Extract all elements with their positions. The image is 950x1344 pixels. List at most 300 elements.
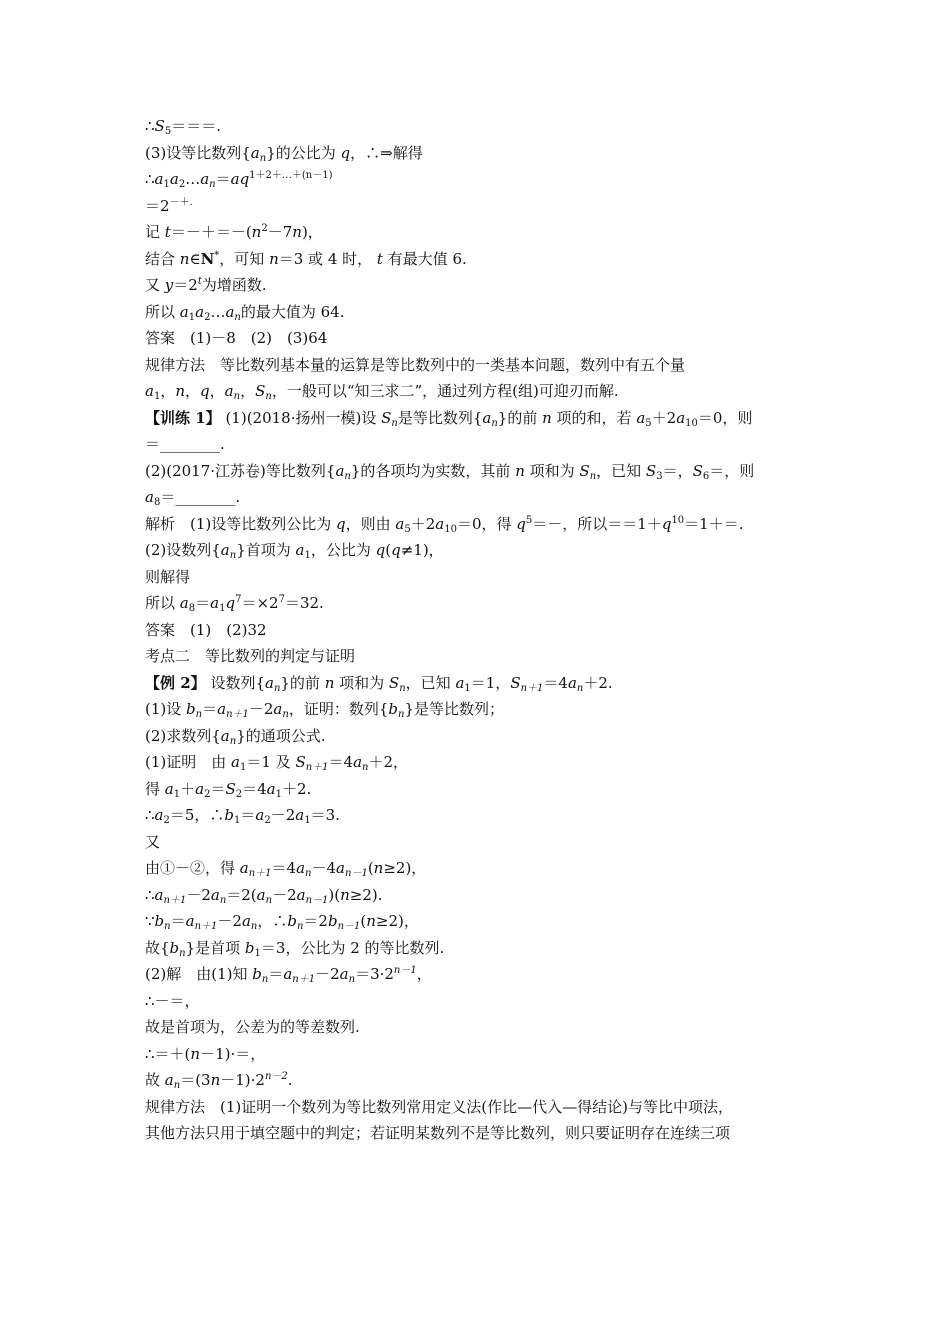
text-run: 规律方法 等比数列基本量的运算是等比数列中的一类基本问题，数列中有五个量 — [145, 355, 686, 374]
text-run: ( — [367, 859, 374, 877]
text-run: ≥2)， — [383, 859, 427, 877]
text-run: ，证明：数列{ — [288, 700, 389, 718]
text-run: a — [435, 514, 445, 533]
text-line — [145, 113, 810, 140]
text-run: 故{ — [145, 938, 170, 957]
text-line — [145, 670, 810, 697]
text-run: ( — [360, 912, 367, 930]
text-run: ＝ — [240, 806, 256, 824]
text-run: n — [324, 673, 335, 692]
subscript: n — [179, 947, 186, 959]
text-run: (3)设等比数列{ — [145, 143, 251, 162]
text-run: ，一般可以“知三求二”，通过列方程(组)可迎刃而解. — [271, 382, 619, 400]
text-line — [145, 988, 810, 1015]
text-run: －2 — [270, 806, 296, 824]
subscript: n＋1 — [292, 974, 316, 985]
text-run: (1)(2018·扬州一模)设 — [220, 408, 382, 427]
text-run: ＝－＋＝－( — [170, 223, 252, 241]
text-line — [145, 378, 810, 405]
text-run: n — [190, 1044, 201, 1063]
subscript: n — [491, 417, 498, 429]
text-run: a — [241, 912, 251, 930]
subscript: 1 — [304, 550, 311, 561]
text-run: }的各项均为实数，其前 — [350, 461, 516, 480]
superscript: 7 — [278, 594, 285, 605]
text-run: a — [273, 700, 283, 718]
text-run: ( — [385, 541, 392, 559]
text-run: －2 — [315, 965, 340, 983]
text-run: 解析 (1)设等比数列公比为 — [145, 514, 337, 533]
text-run: a — [195, 779, 205, 798]
text-line — [145, 272, 810, 299]
text-line — [145, 484, 810, 511]
text-run: －2 — [272, 885, 297, 904]
text-run: ＝，则 — [709, 461, 755, 480]
text-run: … — [185, 170, 201, 188]
text-line — [145, 511, 810, 538]
text-run: b — [186, 700, 196, 718]
text-run: n — [179, 249, 190, 268]
text-run: a — [256, 885, 266, 904]
document-body — [145, 113, 810, 1147]
subscript: 3 — [656, 470, 663, 482]
subscript: n－1 — [305, 894, 329, 906]
text-run: a — [336, 859, 345, 877]
subscript: n — [229, 550, 237, 561]
text-run: ＝________. — [145, 435, 225, 453]
text-run: ＝3. — [310, 806, 340, 824]
text-run: b — [224, 806, 235, 824]
text-run: ，已知 — [596, 461, 646, 480]
text-run: n — [366, 912, 376, 930]
text-line — [145, 961, 810, 988]
subscript: 2 — [204, 788, 211, 800]
text-run: ＝ — [202, 700, 218, 718]
text-run: ＝ — [268, 965, 284, 983]
text-run: ＝1 及 — [246, 753, 296, 771]
text-run: y — [164, 276, 174, 294]
text-run: ＝ — [170, 912, 186, 930]
subscript: n－1 — [345, 868, 368, 879]
text-run: ＝4 — [271, 859, 297, 877]
text-run: (1)证明 由 — [145, 753, 232, 771]
text-run: ＝ — [195, 594, 211, 612]
text-run: 结合 — [145, 249, 180, 268]
text-run: a — [335, 461, 345, 480]
superscript: 2 — [261, 223, 268, 234]
text-run: a — [145, 382, 154, 400]
text-run: n — [542, 408, 552, 427]
subscript: n＋1 — [305, 762, 329, 773]
text-run: a — [455, 673, 465, 692]
text-line — [145, 935, 810, 962]
text-run: }是首项 — [185, 938, 245, 957]
text-run: ＋ — [180, 779, 196, 798]
text-run: a — [210, 885, 220, 904]
subscript: n — [344, 470, 351, 482]
text-run: a — [395, 514, 405, 533]
text-run: ＝， — [662, 461, 693, 480]
subscript: 1 — [275, 788, 282, 800]
text-run: a — [169, 170, 179, 188]
text-run: a — [266, 779, 276, 798]
text-run: S — [295, 753, 306, 771]
text-run: ＝1， — [470, 673, 511, 692]
subscript: n — [348, 974, 356, 985]
text-run: (1)设 — [145, 700, 187, 718]
subscript: n — [261, 974, 269, 985]
text-run: ，已知 — [405, 673, 456, 692]
text-run: q — [375, 541, 386, 559]
text-run: 记 — [145, 223, 165, 241]
text-run: a — [231, 753, 240, 771]
text-run: ＝2 — [145, 196, 170, 215]
text-run: q — [336, 514, 346, 533]
text-run: －4 — [311, 859, 337, 877]
text-run: ＝2 — [173, 276, 198, 294]
text-run: q — [661, 514, 672, 533]
text-line — [145, 1067, 810, 1094]
text-run: a — [482, 408, 492, 427]
text-run: ＝4 — [543, 673, 568, 692]
text-run: a — [179, 302, 189, 321]
text-run: 为增函数. — [201, 276, 267, 294]
subscript: 10 — [685, 417, 698, 429]
text-run: (2)解 由(1)知 — [145, 965, 253, 983]
text-run: }的前 — [280, 673, 325, 692]
superscript: 7 — [235, 594, 242, 605]
text-run: S — [510, 673, 521, 692]
text-run: a — [255, 806, 265, 824]
subscript: 5 — [164, 126, 172, 137]
text-run: a — [210, 594, 220, 612]
subscript: 1 — [188, 311, 196, 323]
text-run: q — [516, 514, 526, 533]
text-run: ∴ — [145, 170, 155, 188]
text-run: ＝2( — [226, 885, 257, 904]
text-run: ＝3·2 — [355, 965, 394, 983]
subscript: n — [589, 470, 597, 482]
text-line — [145, 643, 810, 670]
subscript: n — [391, 417, 398, 429]
text-run: ∴ — [145, 806, 155, 824]
text-run: n — [251, 223, 262, 241]
text-line — [145, 219, 810, 246]
subscript: 1 — [153, 391, 161, 402]
subscript: n — [229, 735, 237, 747]
text-run: 规律方法 (1)证明一个数列为等比数列常用定义法(作比—代入—得结论)与等比中项法， — [145, 1097, 733, 1116]
text-run: 【训练 1】 — [145, 408, 221, 427]
text-run: ＝2 — [303, 912, 328, 930]
text-line — [145, 617, 810, 644]
text-run: n — [175, 382, 186, 400]
text-run: (2)求数列{ — [145, 726, 221, 745]
text-line — [145, 1094, 810, 1121]
text-run: ＋2. — [282, 779, 312, 798]
text-run: ＋2 — [410, 514, 436, 533]
subscript: n－1 — [337, 921, 361, 932]
text-run: a — [339, 965, 349, 983]
subscript: n＋1 — [163, 894, 187, 906]
text-run: 又 — [145, 832, 161, 851]
text-run: b — [169, 938, 180, 957]
text-run: a — [353, 753, 363, 771]
text-run: a — [224, 382, 234, 400]
text-run: ， — [160, 382, 176, 400]
text-run: a — [250, 143, 260, 162]
text-run: b — [244, 938, 255, 957]
text-run: 项和为 — [524, 461, 580, 480]
text-run: a — [239, 859, 249, 877]
subscript: n — [296, 921, 304, 932]
superscript: 1＋2＋…＋(n－1) — [249, 170, 333, 181]
text-run: N — [200, 249, 215, 268]
text-run: ， — [209, 382, 225, 400]
text-run: n — [292, 223, 302, 241]
text-run: ＝×2 — [241, 594, 279, 612]
text-run: }的前 — [497, 408, 543, 427]
text-run: ＝－，所以＝＝1＋ — [532, 514, 662, 533]
text-run: ＝ — [215, 170, 231, 188]
text-run: 的最大值为 64. — [240, 302, 345, 321]
subscript: n — [164, 921, 171, 932]
text-run: ∴＝＋( — [145, 1044, 191, 1063]
subscript: n — [397, 709, 405, 720]
text-line — [145, 1120, 810, 1147]
text-run: ＝0，得 — [456, 514, 517, 533]
text-line — [145, 140, 810, 167]
text-run: 考点二 等比数列的判定与证明 — [145, 647, 356, 665]
text-run: (2)(2017·江苏卷)等比数列{ — [145, 461, 336, 480]
text-run: ＝4 — [328, 753, 354, 771]
text-run: a — [154, 806, 164, 824]
text-run: ＝0，则 — [697, 408, 753, 427]
text-run: ∈ — [189, 249, 201, 268]
superscript: t — [197, 276, 202, 287]
text-run: a — [283, 965, 293, 983]
subscript: 1 — [173, 788, 181, 800]
text-run: a — [295, 806, 305, 824]
text-run: ＋2. — [583, 673, 613, 692]
text-line — [145, 829, 810, 856]
text-run: q — [225, 594, 236, 612]
text-run: S — [381, 408, 392, 427]
text-run: 故 — [145, 1071, 165, 1089]
text-run: q — [391, 541, 401, 559]
text-run: －2 — [248, 700, 274, 718]
text-run: a — [195, 302, 205, 321]
subscript: n＋1 — [226, 709, 249, 720]
text-run: b — [287, 912, 297, 930]
text-run: 答案 (1) (2)32 — [145, 620, 267, 639]
text-run: ＝5，∴ — [169, 806, 225, 824]
text-run: ＝________. — [160, 488, 241, 506]
subscript: n — [219, 894, 227, 906]
text-line — [145, 908, 810, 935]
superscript: n－1 — [393, 965, 417, 976]
text-run: ， — [185, 382, 201, 400]
text-run: ，∴⇒解得 — [350, 143, 423, 162]
subscript: n — [305, 868, 312, 879]
text-run: q — [340, 143, 351, 162]
text-run: 项和为 — [334, 673, 389, 692]
text-run: S — [579, 461, 590, 480]
text-line — [145, 855, 810, 882]
text-run: … — [210, 302, 226, 321]
superscript: n－2 — [264, 1071, 288, 1082]
text-run: a — [636, 408, 646, 427]
text-run: a — [295, 541, 305, 559]
text-run: ，则由 — [345, 514, 396, 533]
text-run: S — [645, 461, 657, 480]
text-run: }的通项公式. — [236, 726, 326, 745]
subscript: 2 — [178, 179, 186, 190]
superscript: 5 — [525, 514, 533, 526]
text-run: 是等比数列{ — [397, 408, 483, 427]
text-run: 所以 — [145, 302, 180, 321]
text-run: 有最大值 6. — [382, 249, 467, 268]
text-run: －1)·2 — [220, 1071, 265, 1089]
subscript: 2 — [163, 815, 170, 826]
text-run: 答案 (1)－8 (2) (3)64 — [145, 329, 328, 347]
subscript: n — [265, 391, 272, 402]
text-run: t — [376, 249, 383, 268]
subscript: n — [234, 311, 241, 323]
text-run: ， — [416, 965, 432, 983]
subscript: n＋1 — [248, 868, 272, 879]
text-run: b — [327, 912, 338, 930]
subscript: 10 — [444, 523, 457, 535]
text-run: b — [154, 912, 165, 930]
subscript: 8 — [153, 497, 161, 508]
text-run: t — [164, 223, 171, 241]
subscript: 1 — [464, 682, 471, 694]
text-line — [145, 537, 810, 564]
subscript: n — [399, 682, 406, 694]
text-run: }是等比数列； — [404, 700, 504, 718]
text-run: ＝ — [210, 779, 226, 798]
text-run: S — [388, 673, 400, 692]
text-run: . — [287, 1071, 293, 1089]
text-run: ＝3，公比为 2 的等比数列. — [260, 938, 445, 957]
text-run: a — [164, 779, 174, 798]
text-run: ，可知 — [219, 249, 270, 268]
text-run: a — [225, 302, 235, 321]
text-run: n — [340, 885, 350, 904]
subscript: n — [233, 391, 241, 402]
subscript: 1 — [239, 762, 247, 773]
subscript: n — [265, 894, 273, 906]
text-run: －7 — [267, 223, 293, 241]
subscript: n — [362, 762, 369, 773]
text-run: 【例 2】 — [145, 673, 206, 692]
text-run: ＝4 — [242, 779, 267, 798]
text-line — [145, 1041, 810, 1068]
text-run: ＝1＋＝. — [684, 514, 744, 533]
subscript: n — [576, 682, 584, 694]
text-run: a — [220, 541, 230, 559]
text-line — [145, 299, 810, 326]
text-line — [145, 776, 810, 803]
subscript: 6 — [702, 470, 710, 482]
text-run: n — [373, 859, 384, 877]
text-run: a — [164, 1071, 174, 1089]
subscript: 1 — [254, 947, 261, 959]
text-run: ，公比为 — [310, 541, 376, 559]
text-run: a — [220, 726, 230, 745]
text-line — [145, 431, 810, 458]
text-run: ＝＝＝. — [171, 117, 221, 135]
text-run: n — [210, 1071, 221, 1089]
text-line — [145, 749, 810, 776]
text-line — [145, 352, 810, 379]
text-run: a — [154, 170, 164, 188]
subscript: 1 — [234, 815, 241, 826]
subscript: 5 — [404, 523, 411, 535]
subscript: n — [282, 709, 289, 720]
text-run: ＝32. — [284, 594, 324, 612]
text-run: 又 — [145, 276, 165, 294]
text-run: b — [252, 965, 262, 983]
text-run: S — [692, 461, 703, 480]
text-line — [145, 882, 810, 909]
text-run: (2)设数列{ — [145, 541, 221, 559]
text-line — [145, 458, 810, 485]
text-run: 其他方法只用于填空题中的判定；若证明某数列不是等比数列，则只要证明存在连续三项 — [145, 1124, 731, 1142]
subscript: 2 — [204, 311, 211, 323]
superscript: * — [214, 249, 220, 261]
subscript: n — [273, 682, 281, 694]
subscript: n — [173, 1080, 181, 1091]
text-run: aq — [230, 170, 250, 188]
text-run: ＝3 或 4 时， — [278, 249, 377, 268]
text-run: q — [200, 382, 210, 400]
text-run: －2 — [217, 912, 242, 930]
text-line — [145, 564, 810, 591]
text-run: n — [269, 249, 279, 268]
text-line — [145, 723, 810, 750]
text-run: )( — [328, 885, 341, 904]
text-run: a — [179, 594, 189, 612]
text-run: a — [676, 408, 686, 427]
text-run: －2 — [186, 885, 211, 904]
text-run: ∴ — [145, 885, 155, 904]
text-run: S — [154, 117, 165, 135]
text-run: S — [255, 382, 266, 400]
text-run: ＝(3 — [180, 1071, 211, 1089]
text-run: －1)·＝， — [200, 1044, 266, 1063]
text-line — [145, 166, 810, 193]
text-run: 项的和，若 — [551, 408, 637, 427]
subscript: 1 — [219, 603, 226, 614]
text-run: 所以 — [145, 594, 180, 612]
text-run: 得 — [145, 779, 165, 798]
text-run: a — [296, 885, 306, 904]
text-run: a — [567, 673, 577, 692]
subscript: n — [259, 152, 267, 164]
subscript: 5 — [645, 417, 652, 429]
text-run: ≥2)， — [375, 912, 419, 930]
text-line — [145, 405, 810, 432]
superscript: －＋. — [169, 196, 193, 208]
text-run: }的公比为 — [266, 143, 341, 162]
text-run: ， — [240, 382, 256, 400]
text-run: ＋2 — [651, 408, 677, 427]
subscript: n — [209, 179, 216, 190]
text-run: )， — [301, 223, 323, 241]
subscript: 2 — [264, 815, 271, 826]
text-line — [145, 696, 810, 723]
